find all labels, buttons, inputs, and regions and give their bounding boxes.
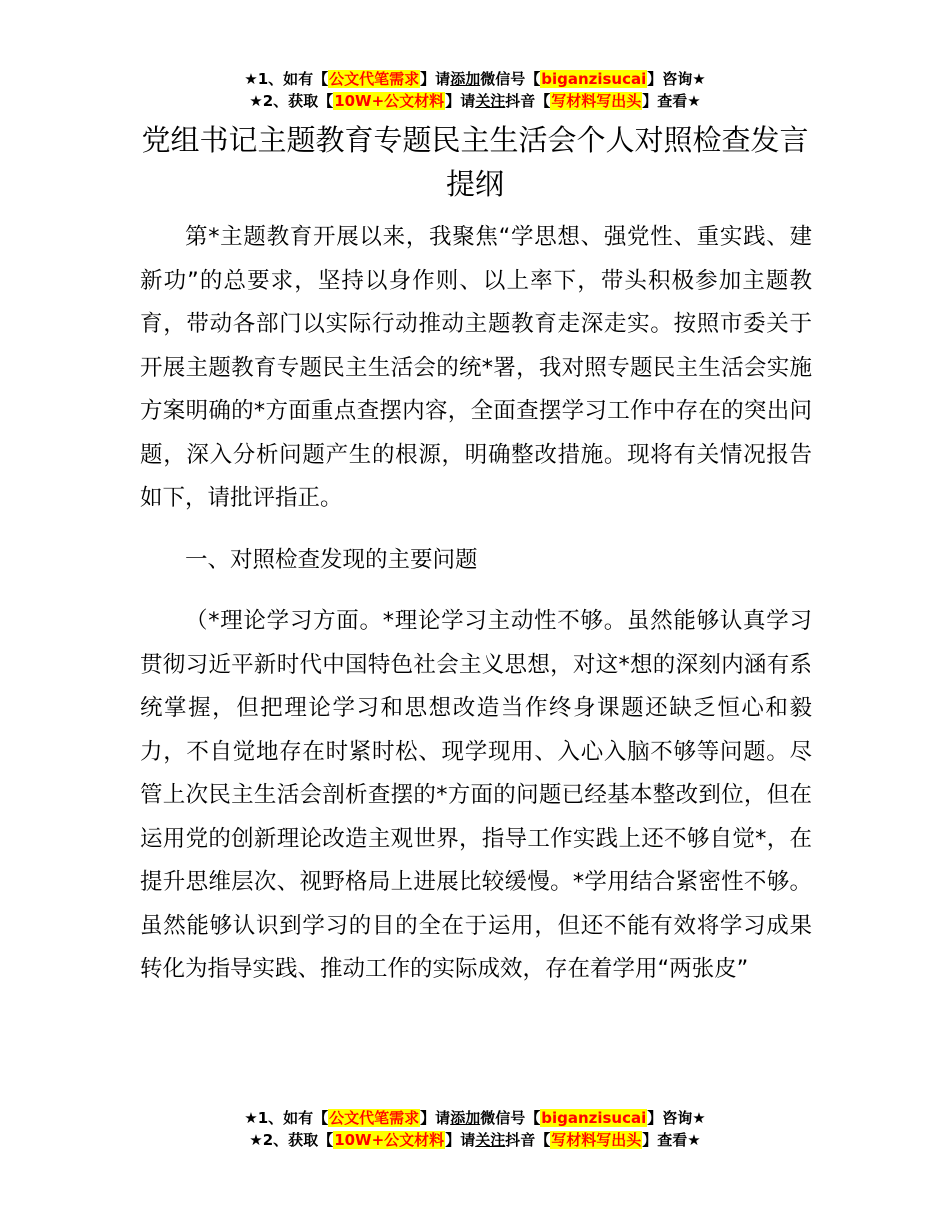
paragraph-theory: （*理论学习方面。*理论学习主动性不够。虽然能够认真学习贯彻习近平新时代中国特色社会主义思想，对这*想的深刻内涵有系统掌握，但把理论学习和思想改造当作终身课题还缺乏恒心和毅力，不自觉地存在时紧时松、现学现用、入心入脑不够等问题。尽管上次民主生活会剖析查摆的*方面的问题已经基本整改到位，但在运用党的创新理论改造主观世界，指导工作实践上还不够自觉*，在提升思维层次、视野格局上进展比较缓慢。*学用结合紧密性不够。虽然能够认识到学习的目的全在于运用，但还不能有效将学习成果转化为指导实践、推动工作的实际成效，存在着学用“两张皮”: [140, 608, 812, 982]
highlight-materials: 10W+公文材料: [334, 1131, 445, 1149]
highlight-douyin-id: 写材料写出头: [551, 1131, 642, 1149]
section-heading: 一、对照检查发现的主要问题: [185, 546, 478, 573]
document-body: [140, 216, 812, 992]
highlight-douyin-id: 写材料写出头: [551, 92, 642, 110]
highlight-materials: 10W+公文材料: [334, 92, 445, 110]
promo-banner-top: [0, 68, 950, 112]
promo-line-1: ★1、如有【公文代笔需求】请添加微信号【biganzisucai】咨询★: [244, 70, 706, 88]
highlight-wechat-id: biganzisucai: [541, 70, 647, 88]
document-title: 党组书记主题教育专题民主生活会个人对照检查发言提纲: [141, 123, 809, 201]
promo-line-2: ★2、获取【10W+公文材料】请关注抖音【写材料写出头】查看★: [249, 92, 701, 110]
highlight-service: 公文代笔需求: [329, 70, 420, 88]
highlight-service: 公文代笔需求: [329, 1109, 420, 1127]
promo-line-2: ★2、获取【10W+公文材料】请关注抖音【写材料写出头】查看★: [249, 1131, 701, 1149]
promo-banner-bottom: [0, 1107, 950, 1151]
promo-line-1: ★1、如有【公文代笔需求】请添加微信号【biganzisucai】咨询★: [244, 1109, 706, 1127]
highlight-wechat-id: biganzisucai: [541, 1109, 647, 1127]
paragraph-intro: 第*主题教育开展以来，我聚焦“学思想、强党性、重实践、建新功”的总要求，坚持以身作则、以上率下，带头积极参加主题教育，带动各部门以实际行动推动主题教育走深走实。按照市委关于开展主题教育专题民主生活会的统*署，我对照专题民主生活会实施方案明确的*方面重点查摆内容，全面查摆学习工作中存在的突出问题，深入分析问题产生的根源，明确整改措施。现将有关情况报告如下，请批评指正。: [140, 224, 812, 511]
